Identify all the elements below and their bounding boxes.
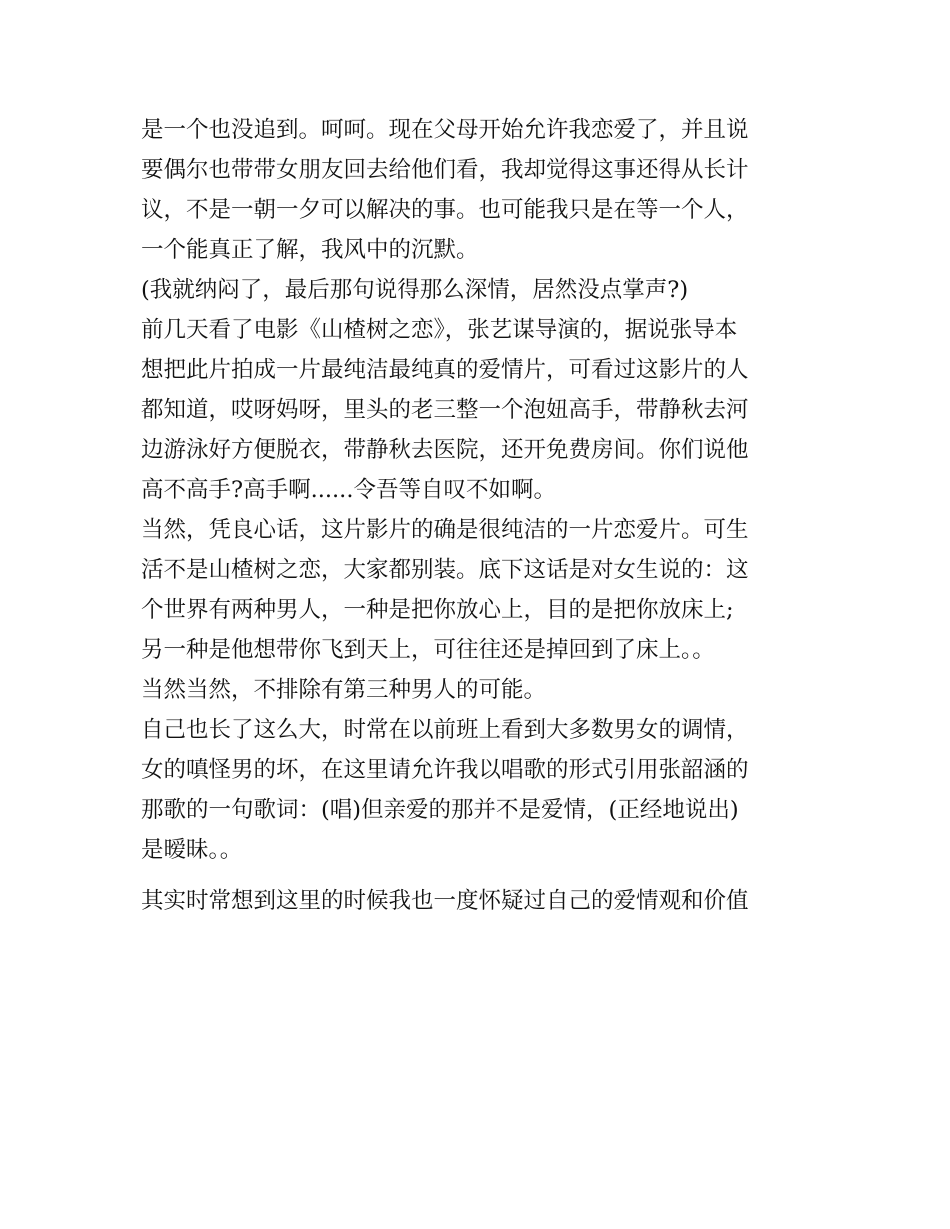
- text-line: 另一种是他想带你飞到天上，可往往还是掉回到了床上。。: [141, 637, 715, 663]
- text-line: 当然，凭良心话，这片影片的确是很纯洁的一片恋爱片。可生: [141, 517, 749, 543]
- text-line: 边游泳好方便脱衣，带静秋去医院，还开免费房间。你们说他: [141, 437, 749, 463]
- text-line: 个世界有两种男人，一种是把你放心上，目的是把你放床上;: [141, 597, 734, 623]
- text-line: 都知道，哎呀妈呀，里头的老三整一个泡妞高手，带静秋去河: [141, 397, 749, 423]
- text-line: 前几天看了电影《山楂树之恋》，张艺谋导演的，据说张导本: [141, 317, 738, 343]
- text-line: 女的嗔怪男的坏，在这里请允许我以唱歌的形式引用张韶涵的: [141, 757, 749, 783]
- text-line: 是一个也没追到。呵呵。现在父母开始允许我恋爱了，并且说: [141, 117, 749, 143]
- text-line: 其实时常想到这里的时候我也一度怀疑过自己的爱情观和价值: [141, 888, 749, 914]
- text-line: 活不是山楂树之恋，大家都别装。底下这话是对女生说的：这: [141, 557, 749, 583]
- text-line: 是暧昧。。: [141, 837, 243, 863]
- body-text: [141, 110, 813, 921]
- text-line: 自己也长了这么大，时常在以前班上看到大多数男女的调情，: [141, 717, 749, 743]
- text-line: 议，不是一朝一夕可以解决的事。也可能我只是在等一个人，: [141, 197, 749, 223]
- text-line: 一个能真正了解，我风中的沉默。: [141, 237, 479, 263]
- text-line: 高不高手?高手啊......令吾等自叹不如啊。: [141, 477, 556, 503]
- text-line: 那歌的一句歌词：(唱)但亲爱的那并不是爱情，(正经地说出): [141, 797, 739, 823]
- text-line: 要偶尔也带带女朋友回去给他们看，我却觉得这事还得从长计: [141, 157, 749, 183]
- text-line: 想把此片拍成一片最纯洁最纯真的爱情片，可看过这影片的人: [141, 357, 749, 383]
- text-line: 当然当然，不排除有第三种男人的可能。: [141, 677, 547, 703]
- text-line: (我就纳闷了，最后那句说得那么深情，居然没点掌声?): [141, 277, 689, 303]
